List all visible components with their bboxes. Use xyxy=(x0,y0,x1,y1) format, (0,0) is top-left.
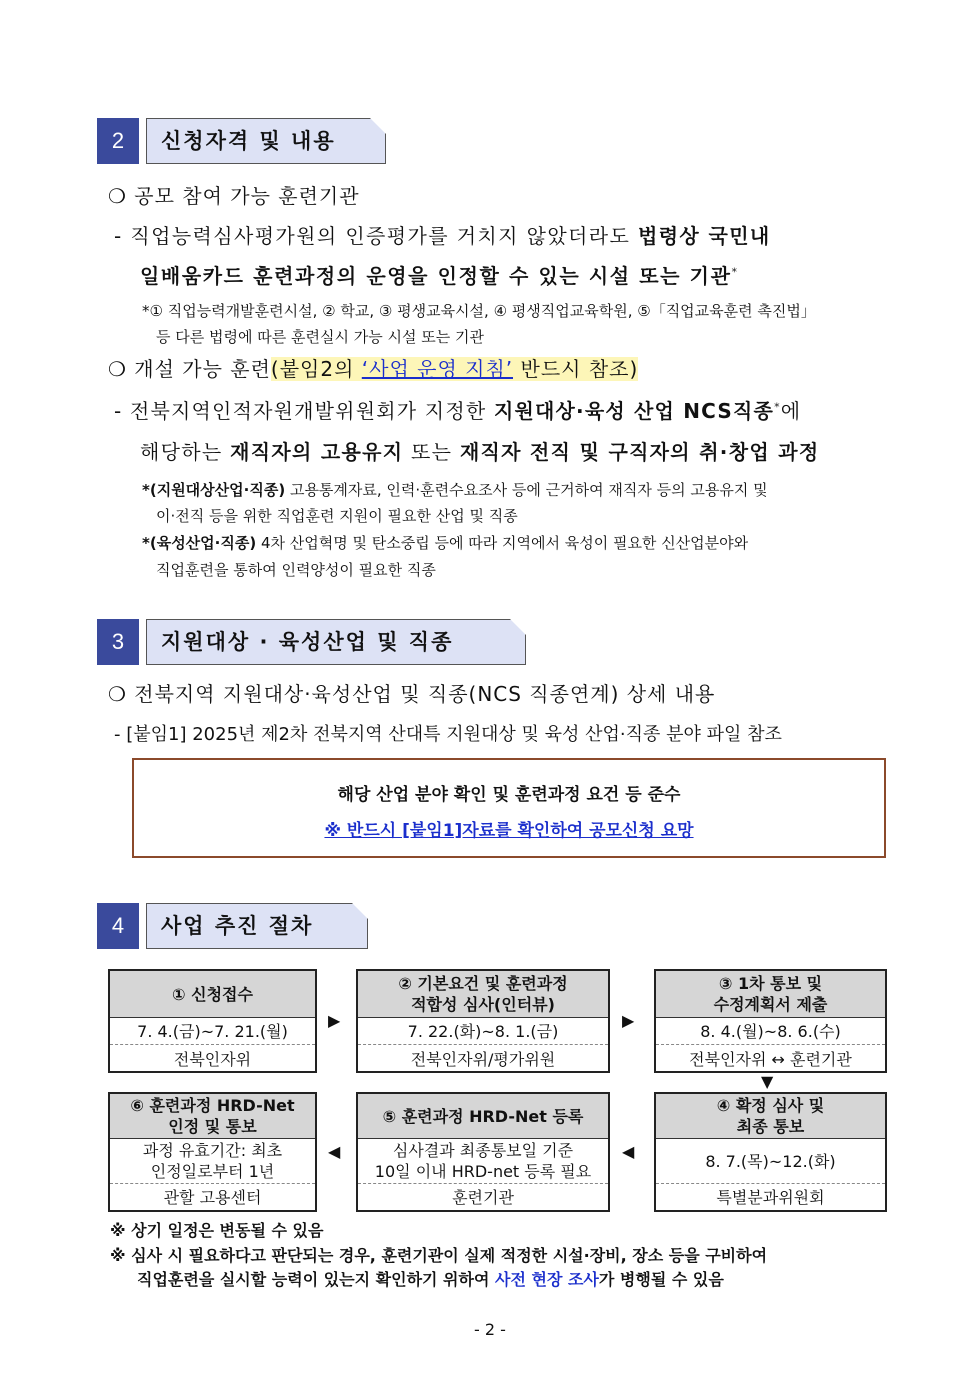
note-line: ※ 상기 일정은 변동될 수 있음 xyxy=(110,1221,324,1240)
text-line: 일배움카드 훈련과정의 운영을 인정할 수 있는 시설 또는 기관* xyxy=(140,264,739,288)
text-line: - 전북지역인적자원개발위원회가 지정한 지원대상·육성 산업 NCS직종*에 xyxy=(114,399,802,423)
section-title: 지원대상 · 육성산업 및 직종 xyxy=(146,619,526,665)
right-arrow-icon: ▶ xyxy=(622,1011,635,1030)
step-owner: 관할 고용센터 xyxy=(163,1188,262,1207)
note-line: 직업훈련을 실시할 능력이 있는지 확인하기 위하여 사전 현장 조사가 병행될 수 있음 xyxy=(137,1270,724,1289)
step-box-1 xyxy=(108,969,317,1073)
step-box-3 xyxy=(654,969,887,1073)
guide-link[interactable]: ‘사업 운영 지침’ xyxy=(361,357,514,381)
text-line: - [붙임1] 2025년 제2차 전북지역 산대특 지원대상 및 육성 산업·직종 분야 파일 참조 xyxy=(114,724,782,745)
notice-link[interactable]: ※ 반드시 [붙임1]자료를 확인하여 공모신청 요망 xyxy=(324,821,694,841)
step-date: 8. 4.(월)~8. 6.(수) xyxy=(656,1018,885,1045)
title-fold-icon xyxy=(370,118,386,134)
step-box-4 xyxy=(654,1092,887,1212)
step-head: ⑤ 훈련과정 HRD-Net 등록 xyxy=(358,1094,608,1139)
step-head: ③ 1차 통보 및 수정계획서 제출 xyxy=(656,971,885,1018)
step-owner: 전북인자위 xyxy=(173,1049,252,1069)
title-fold-icon xyxy=(510,619,526,635)
left-arrow-icon: ◀ xyxy=(328,1142,341,1161)
footnote-line: 직업훈련을 통하여 인력양성이 필요한 직종 xyxy=(156,561,436,579)
section-title: 신청자격 및 내용 xyxy=(146,118,386,164)
text-line: - 직업능력심사평가원의 인증평가를 거치지 않았더라도 법령상 국민내 xyxy=(114,224,771,248)
bullet-heading: ❍ 전북지역 지원대상·육성산업 및 직종(NCS 직종연계) 상세 내용 xyxy=(108,682,716,706)
section-number: 3 xyxy=(97,619,139,665)
step-head: ④ 확정 심사 및 최종 통보 xyxy=(656,1094,885,1139)
footnote-line: *(지원대상산업·직종) 고용통계자료, 인력·훈련수요조사 등에 근거하여 재직자 등의 고용유지 및 xyxy=(142,481,768,499)
bullet-heading: ❍ 개설 가능 훈련(붙임2의 ‘사업 운영 지침’ 반드시 참조) xyxy=(108,357,639,381)
step-head: ① 신청접수 xyxy=(110,971,315,1018)
section-number: 2 xyxy=(97,118,139,164)
step-owner: 훈련기관 xyxy=(452,1188,514,1207)
note-line: ※ 심사 시 필요하다고 판단되는 경우, 훈련기관이 실제 적정한 시설·장비, 장소 등을 구비하여 xyxy=(110,1246,768,1265)
footnote-line: *(육성산업·직종) 4차 산업혁명 및 탄소중립 등에 따라 지역에서 육성이 필요한 신산업분야와 xyxy=(142,534,749,552)
title-fold-icon xyxy=(352,903,368,919)
footnote-line: 등 다른 법령에 따른 훈련실시 가능 시설 또는 기관 xyxy=(156,328,484,346)
page-number: - 2 - xyxy=(474,1320,506,1339)
footnote-line: 이·전직 등을 위한 직업훈련 지원이 필요한 산업 및 직종 xyxy=(156,507,518,525)
right-arrow-icon: ▶ xyxy=(328,1011,341,1030)
bullet-heading: ❍ 공모 참여 가능 훈련기관 xyxy=(108,184,360,208)
step-date: 과정 유효기간: 최초 인정일로부터 1년 xyxy=(110,1139,315,1184)
step-head: ⑥ 훈련과정 HRD-Net 인정 및 통보 xyxy=(110,1094,315,1139)
step-date: 8. 7.(목)~12.(화) xyxy=(656,1139,885,1184)
down-arrow-icon: ▼ xyxy=(761,1072,774,1091)
footnote-line: *① 직업능력개발훈련시설, ② 학교, ③ 평생교육시설, ④ 평생직업교육학원, ⑤「직업교육훈련 촉진법」 xyxy=(142,302,816,320)
step-owner: 전북인자위 ↔ 훈련기관 xyxy=(689,1049,852,1069)
left-arrow-icon: ◀ xyxy=(622,1142,635,1161)
text-line: 해당하는 재직자의 고용유지 또는 재직자 전직 및 구직자의 취·창업 과정 xyxy=(140,440,820,464)
section-number: 4 xyxy=(97,903,139,949)
step-date: 7. 22.(화)~8. 1.(금) xyxy=(358,1018,608,1045)
step-date: 7. 4.(금)~7. 21.(월) xyxy=(110,1018,315,1045)
step-box-2 xyxy=(356,969,610,1073)
step-head: ② 기본요건 및 훈련과정 적합성 심사(인터뷰) xyxy=(358,971,608,1018)
step-owner: 특별분과위원회 xyxy=(716,1188,825,1207)
section-title: 사업 추진 절차 xyxy=(146,903,368,949)
step-owner: 전북인자위/평가위원 xyxy=(410,1049,556,1069)
notice-box xyxy=(132,758,886,858)
step-date: 심사결과 최종통보일 기준 10일 이내 HRD-net 등록 필요 xyxy=(358,1139,608,1184)
notice-line: 해당 산업 분야 확인 및 훈련과정 요건 등 준수 xyxy=(337,785,681,805)
step-box-6 xyxy=(108,1092,317,1212)
step-box-5 xyxy=(356,1092,610,1212)
